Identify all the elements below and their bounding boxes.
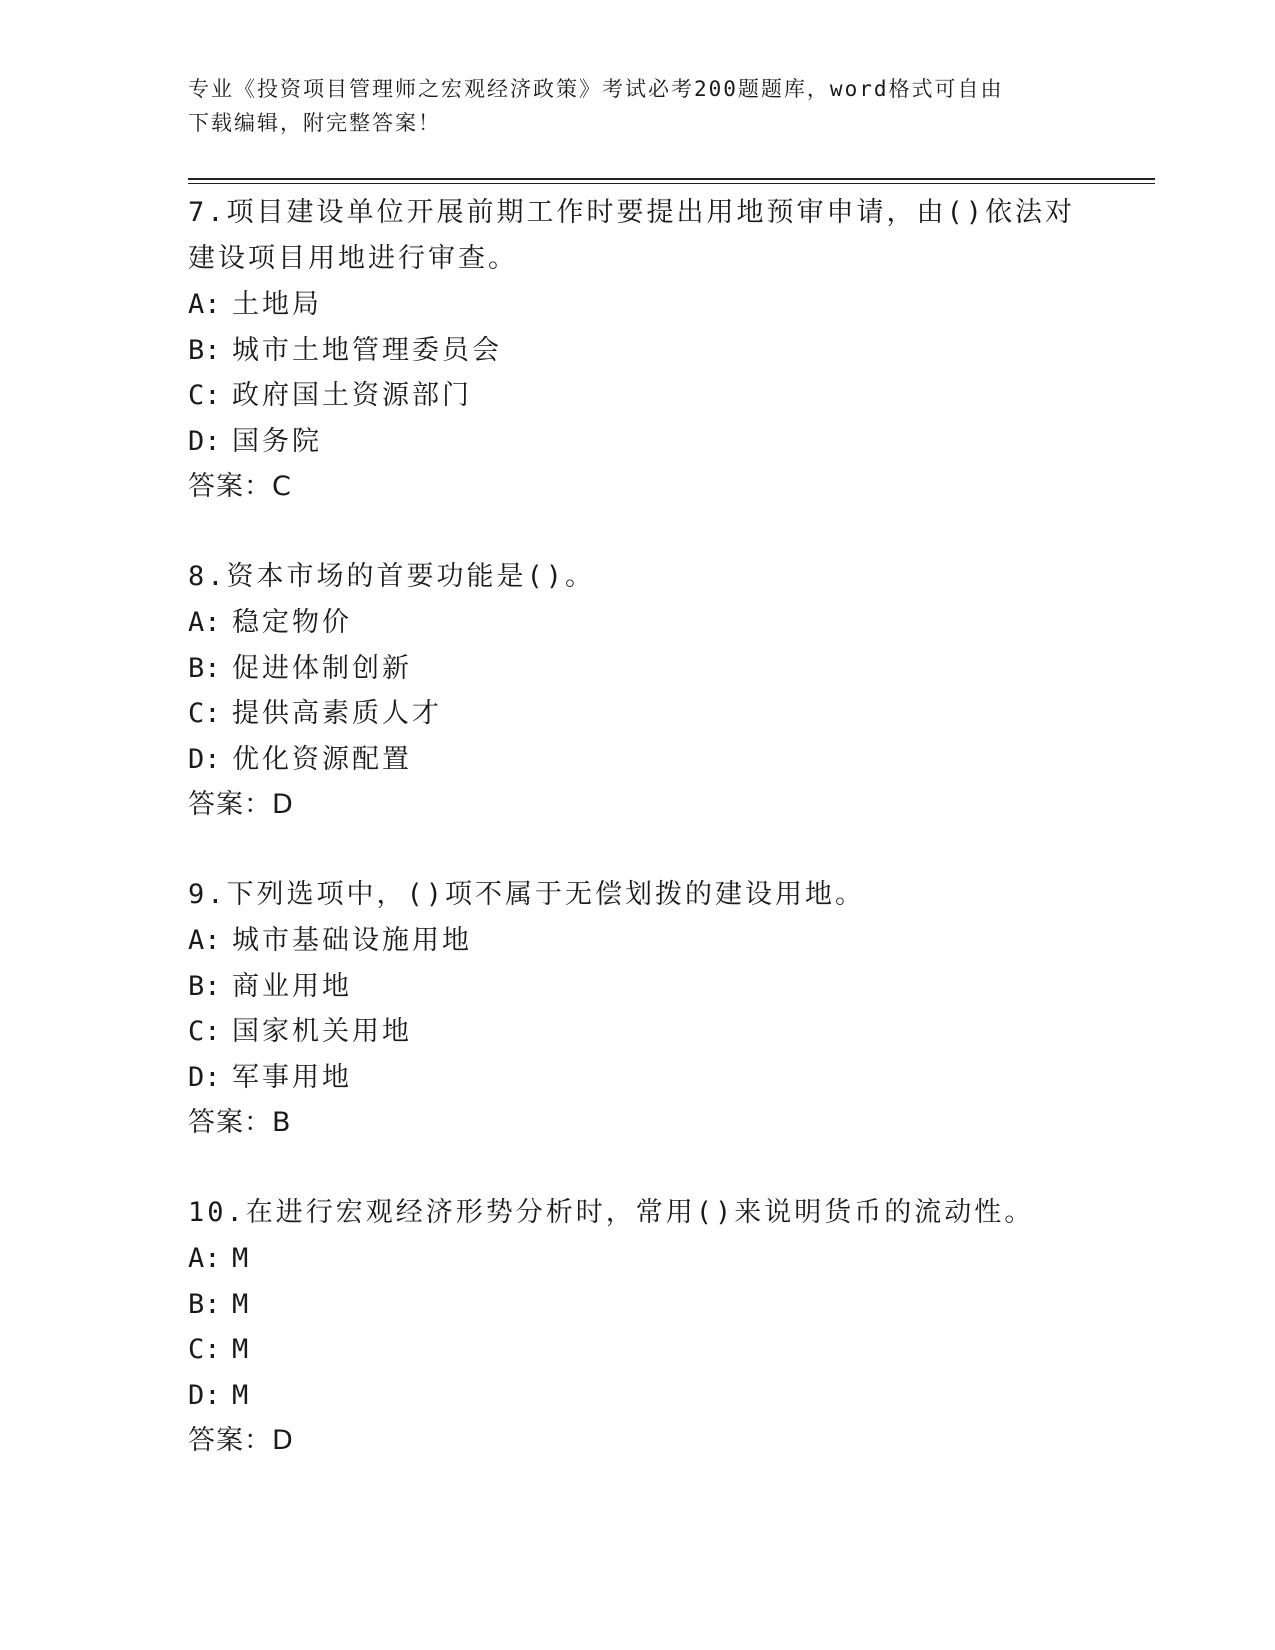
option-key: A: [188,289,221,320]
answer-line: 答案：D [188,789,294,820]
option-a [188,1236,1088,1282]
option-b [188,964,1088,1010]
option-a [188,282,1088,328]
option-key: B: [188,970,221,1002]
question-8 [188,554,1088,828]
question-text: 项目建设单位开展前期工作时要提出用地预审申请，由()依法对建设项目用地进行审查。 [188,197,1076,274]
answer-line: 答案：B [188,1107,292,1138]
option-key: B: [188,1288,221,1320]
option-text: 商业用地 [232,970,352,1002]
option-d [188,1373,1088,1419]
option-a [188,918,1088,964]
option-text: M [232,1243,252,1274]
document-header [188,72,1088,140]
answer-line: 答案：C [188,471,292,502]
option-text: 城市基础设施用地 [232,925,472,956]
question-text: 下列选项中，()项不属于无偿划拨的建设用地。 [226,879,866,910]
question-number: 8. [188,561,227,592]
question-7 [188,190,1088,510]
option-text: 促进体制创新 [232,652,412,684]
option-c [188,691,1088,737]
option-c [188,1327,1088,1373]
question-text: 在进行宏观经济形势分析时，常用()来说明货币的流动性。 [245,1197,1035,1228]
option-b [188,646,1088,692]
question-9 [188,872,1088,1146]
option-key: D: [188,743,221,775]
question-stem [188,1190,1088,1236]
question-number: 9. [188,879,227,910]
option-key: B: [188,652,221,684]
option-text: 国家机关用地 [232,1016,412,1047]
option-text: M [232,1379,252,1411]
option-c [188,373,1088,419]
answer-line: 答案：D [188,1425,294,1456]
question-text: 资本市场的首要功能是()。 [226,561,596,592]
option-d [188,737,1088,783]
option-key: D: [188,1379,221,1411]
option-text: 提供高素质人才 [232,698,442,729]
question-number: 7. [188,197,227,228]
question-stem [188,872,1088,918]
option-key: D: [188,1061,221,1093]
option-key: A: [188,607,221,638]
option-d [188,1055,1088,1101]
option-text: 政府国土资源部门 [232,380,472,411]
option-text: 土地局 [232,289,322,320]
option-a [188,600,1088,646]
question-stem [188,554,1088,600]
question-stem [188,190,1088,282]
option-text: 军事用地 [232,1061,352,1093]
header-line-2: 下载编辑，附完整答案！ [188,111,441,135]
option-key: A: [188,925,221,956]
header-divider-thin [188,183,1155,184]
option-key: C: [188,1334,221,1365]
option-text: M [232,1288,252,1320]
option-key: C: [188,1016,221,1047]
question-10 [188,1190,1088,1464]
option-text: M [232,1334,252,1365]
option-key: B: [188,334,221,366]
option-text: 国务院 [232,425,322,457]
option-key: A: [188,1243,221,1274]
option-key: C: [188,380,221,411]
header-line-1: 专业《投资项目管理师之宏观经济政策》考试必考200题题库，word格式可自由 [188,77,1004,101]
option-key: D: [188,425,221,457]
option-key: C: [188,698,221,729]
option-text: 城市土地管理委员会 [232,334,502,366]
option-b [188,328,1088,374]
option-text: 优化资源配置 [232,743,412,775]
question-list [188,190,1088,1508]
question-number: 10. [188,1197,246,1228]
option-text: 稳定物价 [232,607,352,638]
option-d [188,419,1088,465]
option-b [188,1282,1088,1328]
header-divider-thick [188,178,1155,180]
option-c [188,1009,1088,1055]
